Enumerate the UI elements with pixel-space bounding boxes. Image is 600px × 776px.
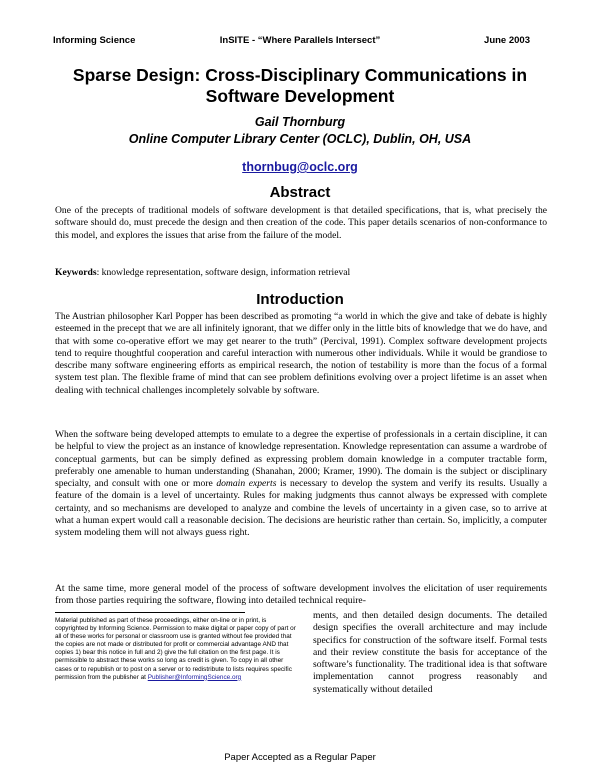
page-footer: Paper Accepted as a Regular Paper bbox=[224, 752, 376, 763]
author-affiliation: Online Computer Library Center (OCLC), Dublin, OH, USA bbox=[128, 132, 472, 146]
intro-paragraph-2-part-b: is necessary to develop the system and verify its results. Usually a feature of the domain is a level of uncertainty. Rules for making judgments thus cannot always be expressed with complete certainty, and so mechanisms are developed to analyze and combine the levels of uncertainty in a given case, so to arrive at what a human expert would call a reasonable decision. The decisions are heuristic rather than certain. So, implicitly, a computer system modeling them will not always guess right. bbox=[55, 478, 548, 539]
abstract-text: One of the precepts of traditional models of software development is that detailed specifications, that is, what precisely the software should do, must precede the design and then creation of the code. This paper details scenarios of non-conformance to this model, and explores the issues that arise from the failure of the model. bbox=[55, 205, 547, 241]
abstract-heading: Abstract bbox=[269, 184, 331, 201]
keywords bbox=[55, 267, 547, 279]
keywords-text: : knowledge representation, software design, information retrieval bbox=[96, 267, 351, 278]
intro-paragraph-1: The Austrian philosopher Karl Popper has been described as promoting “a world in which the give and take of debate is highly esteemed in the precept that we are all infinitely ignorant, that we differ only in the little bits of knowledge that we do have, and that with some co-operative effort we may get nearer to the truth” (Percival, 1991). Complex software development projects tend to require thoughtful cooperation and careful interaction with numerous other individuals. While it would be grandiose to describe many software engineering efforts as empirical research, the notion of testability is more than the focus of a formal system test plan. The flexible frame of mind that can see problem definitions evolving over a project lifetime is an asset when dealing with technical challenges incompletely solvable by software. bbox=[55, 311, 547, 396]
intro-paragraph-2 bbox=[55, 429, 547, 540]
author-block bbox=[0, 114, 600, 148]
header-journal: Informing Science bbox=[53, 35, 136, 46]
author-name: Gail Thornburg bbox=[254, 115, 346, 129]
publisher-email-link[interactable]: Publisher@InformingScience.org bbox=[147, 673, 242, 681]
footnote-divider bbox=[55, 612, 245, 613]
keywords-label: Keywords bbox=[55, 267, 97, 278]
intro-paragraph-3: At the same time, more general model of the process of software development involves the elicitation of user requirements from those parties requiring the software, flowing into detailed technical require- bbox=[55, 583, 547, 607]
author-email-link[interactable]: thornbug@oclc.org bbox=[242, 160, 358, 174]
header-conference: InSITE - “Where Parallels Intersect” bbox=[219, 35, 381, 46]
copyright-footnote bbox=[55, 617, 300, 682]
paper-title: Sparse Design: Cross-Disciplinary Communications in Software Development bbox=[72, 65, 528, 106]
introduction-heading: Introduction bbox=[256, 291, 344, 308]
footnote-text: Material published as part of these proceedings, either on-line or in print, is copyrighted by Informing Science. Permission to make digital or paper copy of part or all of these works for personal or classroom use is granted without fee provided that the copies are not made or distributed for profit or commercial advantage AND that copies 1) bear this notice in full and 2) give the full citation on the first page. It is permissible to abstract these works so long as credit is given. To copy in all other cases or to republish or to post on a server or to redistribute to lists requires specific permission from the publisher at bbox=[55, 617, 296, 681]
intro-paragraph-2-part-a: When the software being developed attempts to emulate to a degree the expertise of professionals in a certain discipline, it can be helpful to view the project as an instance of knowledge representation. Knowledge representation can assume a wardrobe of conceptual garments, but can be simply defined as expressing problem domain knowledge in a computer tractable form, preferably one amenable to human understanding (Shanahan, 2000; Kramer, 1990). The domain is the subject or disciplinary specialty, and consult with one or more bbox=[55, 429, 547, 490]
intro-paragraph-3-continued: ments, and then detailed design documents. The detailed design specifies the overall architecture and may include specifics for construction of the software itself. Formal tests and their review constitute the basis for acceptance of the software’s functionality. The traditional idea is that software implementation cannot progress reasonably and systematically without detailed bbox=[313, 610, 547, 695]
domain-experts-term: domain experts bbox=[216, 478, 277, 490]
header-date: June 2003 bbox=[484, 35, 530, 46]
author-email bbox=[0, 160, 600, 174]
